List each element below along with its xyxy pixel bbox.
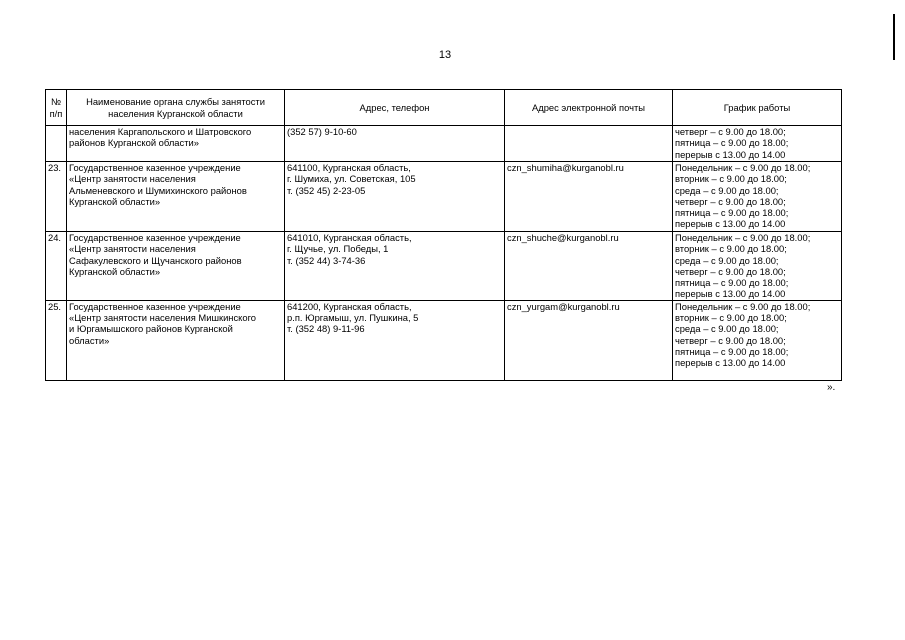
schedule-line: среда – с 9.00 до 18.00; — [675, 323, 779, 335]
schedule-line: пятница – с 9.00 до 18.00; — [675, 345, 789, 357]
header-email: Адрес электронной почты — [505, 90, 673, 126]
organization-name: Государственное казенное учреждение «Центр занятости населения Альменевского и Шумихинского районов Курганской области» — [67, 162, 285, 232]
row-number — [46, 126, 67, 162]
header-number: № п/п — [46, 90, 67, 126]
work-schedule — [673, 126, 842, 162]
email-address: czn_shuche@kurganobl.ru — [505, 232, 673, 301]
row-number: 23. — [46, 162, 67, 232]
schedule-line: четверг – с 9.00 до 18.00; — [675, 265, 786, 277]
schedule-line: четверг – с 9.00 до 18.00; — [675, 195, 786, 207]
schedule-line: Понедельник – с 9.00 до 18.00; — [675, 232, 811, 243]
work-schedule — [673, 300, 842, 380]
address-phone: 641010, Курганская область, г. Щучье, ул. Победы, 1 т. (352 44) 3-74-36 — [285, 232, 505, 301]
organization-name: населения Каргапольского и Шатровского районов Курганской области» — [67, 126, 285, 162]
schedule-line: вторник – с 9.00 до 18.00; — [675, 312, 787, 324]
schedule-line: пятница – с 9.00 до 18.00; — [675, 207, 789, 219]
header-schedule: График работы — [673, 90, 842, 126]
schedule-line: вторник – с 9.00 до 18.00; — [675, 173, 787, 185]
schedule-line: пятница – с 9.00 до 18.00; — [675, 137, 789, 149]
schedule-line: среда – с 9.00 до 18.00; — [675, 184, 779, 196]
table-row — [46, 126, 842, 162]
page-number: 13 — [438, 49, 452, 61]
schedule-line: перерыв с 13.00 до 14.00 — [675, 357, 786, 369]
email-address: czn_shumiha@kurganobl.ru — [505, 162, 673, 232]
address-phone: 641200, Курганская область, р.п. Юргамыш, ул. Пушкина, 5 т. (352 48) 9-11-96 — [285, 300, 505, 380]
table-row — [46, 232, 842, 301]
email-address — [505, 126, 673, 162]
schedule-line: пятница – с 9.00 до 18.00; — [675, 277, 789, 289]
row-number: 25. — [46, 300, 67, 380]
page-edge-line — [893, 14, 895, 60]
table-row — [46, 300, 842, 380]
work-schedule — [673, 232, 842, 301]
row-number: 24. — [46, 232, 67, 301]
schedule-line: Понедельник – с 9.00 до 18.00; — [675, 162, 811, 173]
address-phone: 641100, Курганская область, г. Шумиха, ул. Советская, 105 т. (352 45) 2-23-05 — [285, 162, 505, 232]
address-phone: (352 57) 9-10-60 — [285, 126, 505, 162]
organization-name: Государственное казенное учреждение «Центр занятости населения Сафакулевского и Щучанского районов Курганской области» — [67, 232, 285, 301]
schedule-line: перерыв с 13.00 до 14.00 — [675, 148, 786, 160]
schedule-line: перерыв с 13.00 до 14.00 — [675, 218, 786, 230]
schedule-line: среда – с 9.00 до 18.00; — [675, 254, 779, 266]
table-row — [46, 162, 842, 232]
email-address: czn_yurgam@kurganobl.ru — [505, 300, 673, 380]
organization-name: Государственное казенное учреждение «Центр занятости населения Мишкинского и Юргамышского районов Курганской области» — [67, 300, 285, 380]
table-header-row — [46, 90, 842, 126]
header-organization: Наименование органа службы занятости населения Курганской области — [67, 90, 285, 126]
work-schedule — [673, 162, 842, 232]
closing-quote-mark: ». — [827, 382, 836, 393]
schedule-line: вторник – с 9.00 до 18.00; — [675, 243, 787, 255]
schedule-line: перерыв с 13.00 до 14.00 — [675, 288, 786, 300]
employment-offices-table — [45, 89, 842, 381]
schedule-line: четверг – с 9.00 до 18.00; — [675, 334, 786, 346]
schedule-line: Понедельник – с 9.00 до 18.00; — [675, 300, 811, 312]
header-address: Адрес, телефон — [285, 90, 505, 126]
schedule-line: четверг – с 9.00 до 18.00; — [675, 126, 786, 137]
